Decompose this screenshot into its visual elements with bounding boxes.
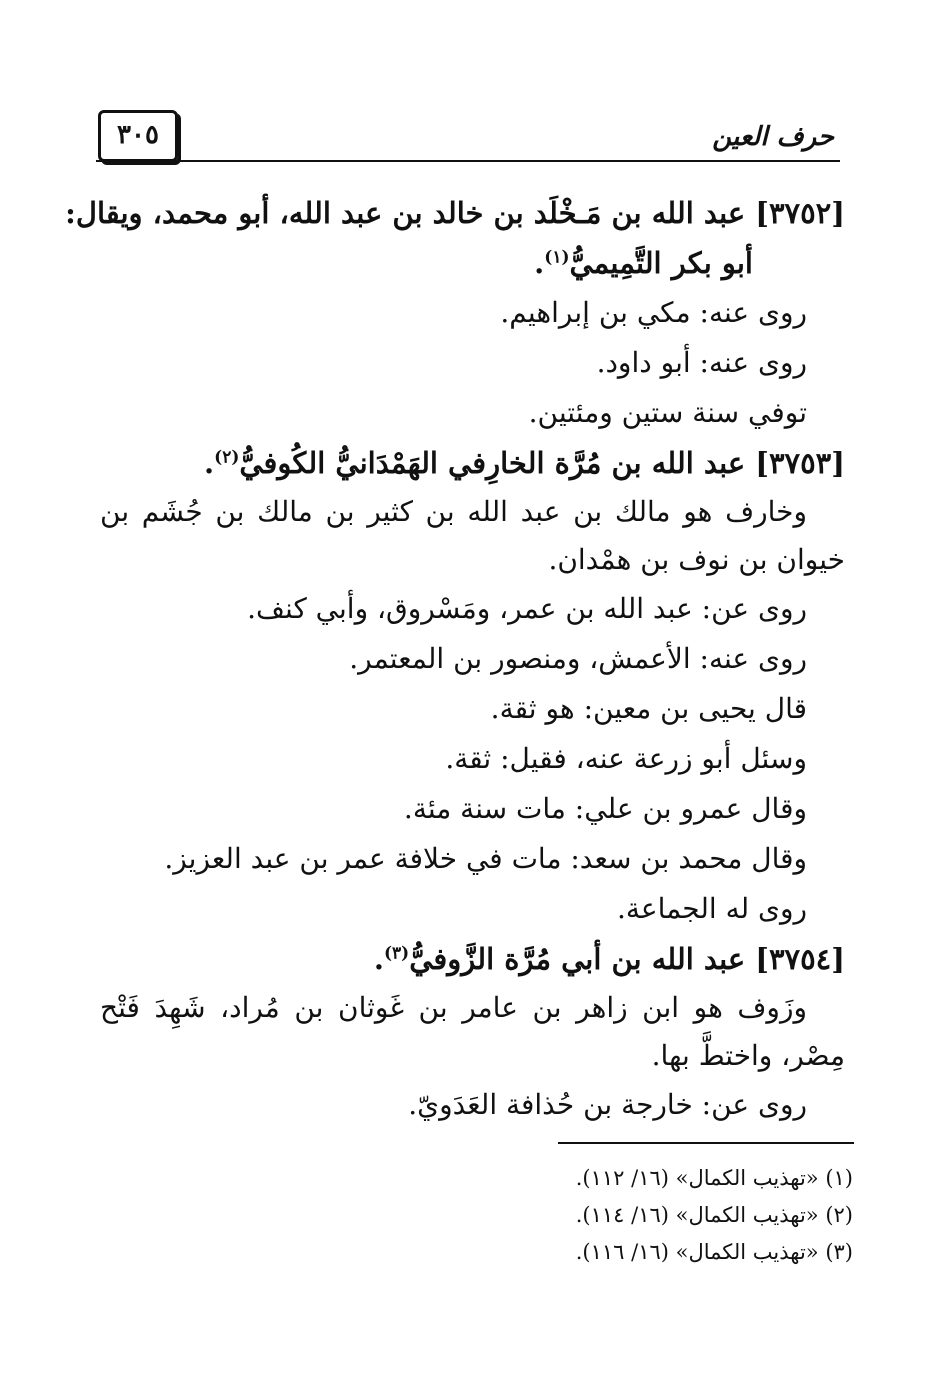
- narration-line: روى عن: خارجة بن حُذافة العَدَويّ.: [408, 1088, 807, 1121]
- narration-line: وسئل أبو زرعة عنه، فقيل: ثقة.: [445, 742, 807, 775]
- narration-line: وقال عمرو بن علي: مات سنة مئة.: [403, 792, 807, 825]
- entry-heading-text: [٣٧٥٣] عبد الله بن مُرَّة الخارِفي الهَمْدَانيُّ الكُوفيُّ: [239, 446, 845, 480]
- running-title: حرف العين: [712, 122, 834, 152]
- narration-line: روى عنه: الأعمش، ومنصور بن المعتمر.: [349, 642, 807, 675]
- footnote: (١) «تهذيب الكمال» (١٦/ ١١٢).: [575, 1166, 853, 1190]
- lineage-paragraph: وخارف هو مالك بن عبد الله بن كثير بن مالك بن جُشَم بن خيوان بن نوف بن همْدان.: [100, 495, 845, 576]
- page-body: [65, 188, 845, 1130]
- narration-line: روى عنه: أبو داود.: [596, 346, 807, 379]
- entry-heading: [100, 934, 845, 984]
- narration-line: روى عنه: مكي بن إبراهيم.: [500, 296, 807, 329]
- entry-heading: [65, 188, 845, 238]
- footnote-rule: [558, 1142, 854, 1144]
- entry-heading-text: [٣٧٥٤] عبد الله بن أبي مُرَّة الزَّوفيُّ: [409, 942, 845, 976]
- footnotes: [433, 1160, 853, 1271]
- footnote-ref[interactable]: (١): [544, 247, 570, 268]
- page-header: [96, 108, 838, 162]
- narration-line: روى عن: عبد الله بن عمر، ومَسْروق، وأبي كنف.: [247, 592, 807, 625]
- entry-heading-text: [٣٧٥٢] عبد الله بن مَـخْلَد بن خالد بن عبد الله، أبو محمد، ويقال:: [65, 196, 845, 230]
- footnote: (٢) «تهذيب الكمال» (١٦/ ١١٤).: [575, 1203, 853, 1227]
- header-rule: [96, 160, 840, 162]
- punctuation: .: [534, 246, 545, 280]
- punctuation: .: [204, 446, 215, 480]
- entry-heading: [100, 438, 845, 488]
- punctuation: .: [373, 942, 384, 976]
- entry-heading-text: أبو بكر التَّمِيميُّ: [569, 246, 753, 280]
- lineage-paragraph: وزَوف هو ابن زاهر بن عامر بن غَوثان بن مُراد، شَهِدَ فَتْح مِصْر، واختطَّ بها.: [100, 991, 845, 1072]
- entry-heading-continued: [100, 238, 845, 288]
- page-number-box: [98, 110, 178, 162]
- footnote-ref[interactable]: (٣): [383, 943, 410, 964]
- entry-3752: [65, 188, 845, 438]
- footnote: (٣) «تهذيب الكمال» (١٦/ ١١٦).: [575, 1240, 853, 1264]
- entry-3753: [100, 438, 845, 934]
- narration-line: توفي سنة ستين ومئتين.: [528, 396, 807, 429]
- footnote-ref[interactable]: (٢): [214, 447, 240, 468]
- narration-line: قال يحيى بن معين: هو ثقة.: [490, 692, 807, 725]
- page-number: ٣٠٥: [117, 120, 159, 150]
- narration-line: وقال محمد بن سعد: مات في خلافة عمر بن عبد العزيز.: [164, 842, 807, 875]
- narration-line: روى له الجماعة.: [616, 892, 807, 925]
- entry-3754: [100, 934, 845, 1130]
